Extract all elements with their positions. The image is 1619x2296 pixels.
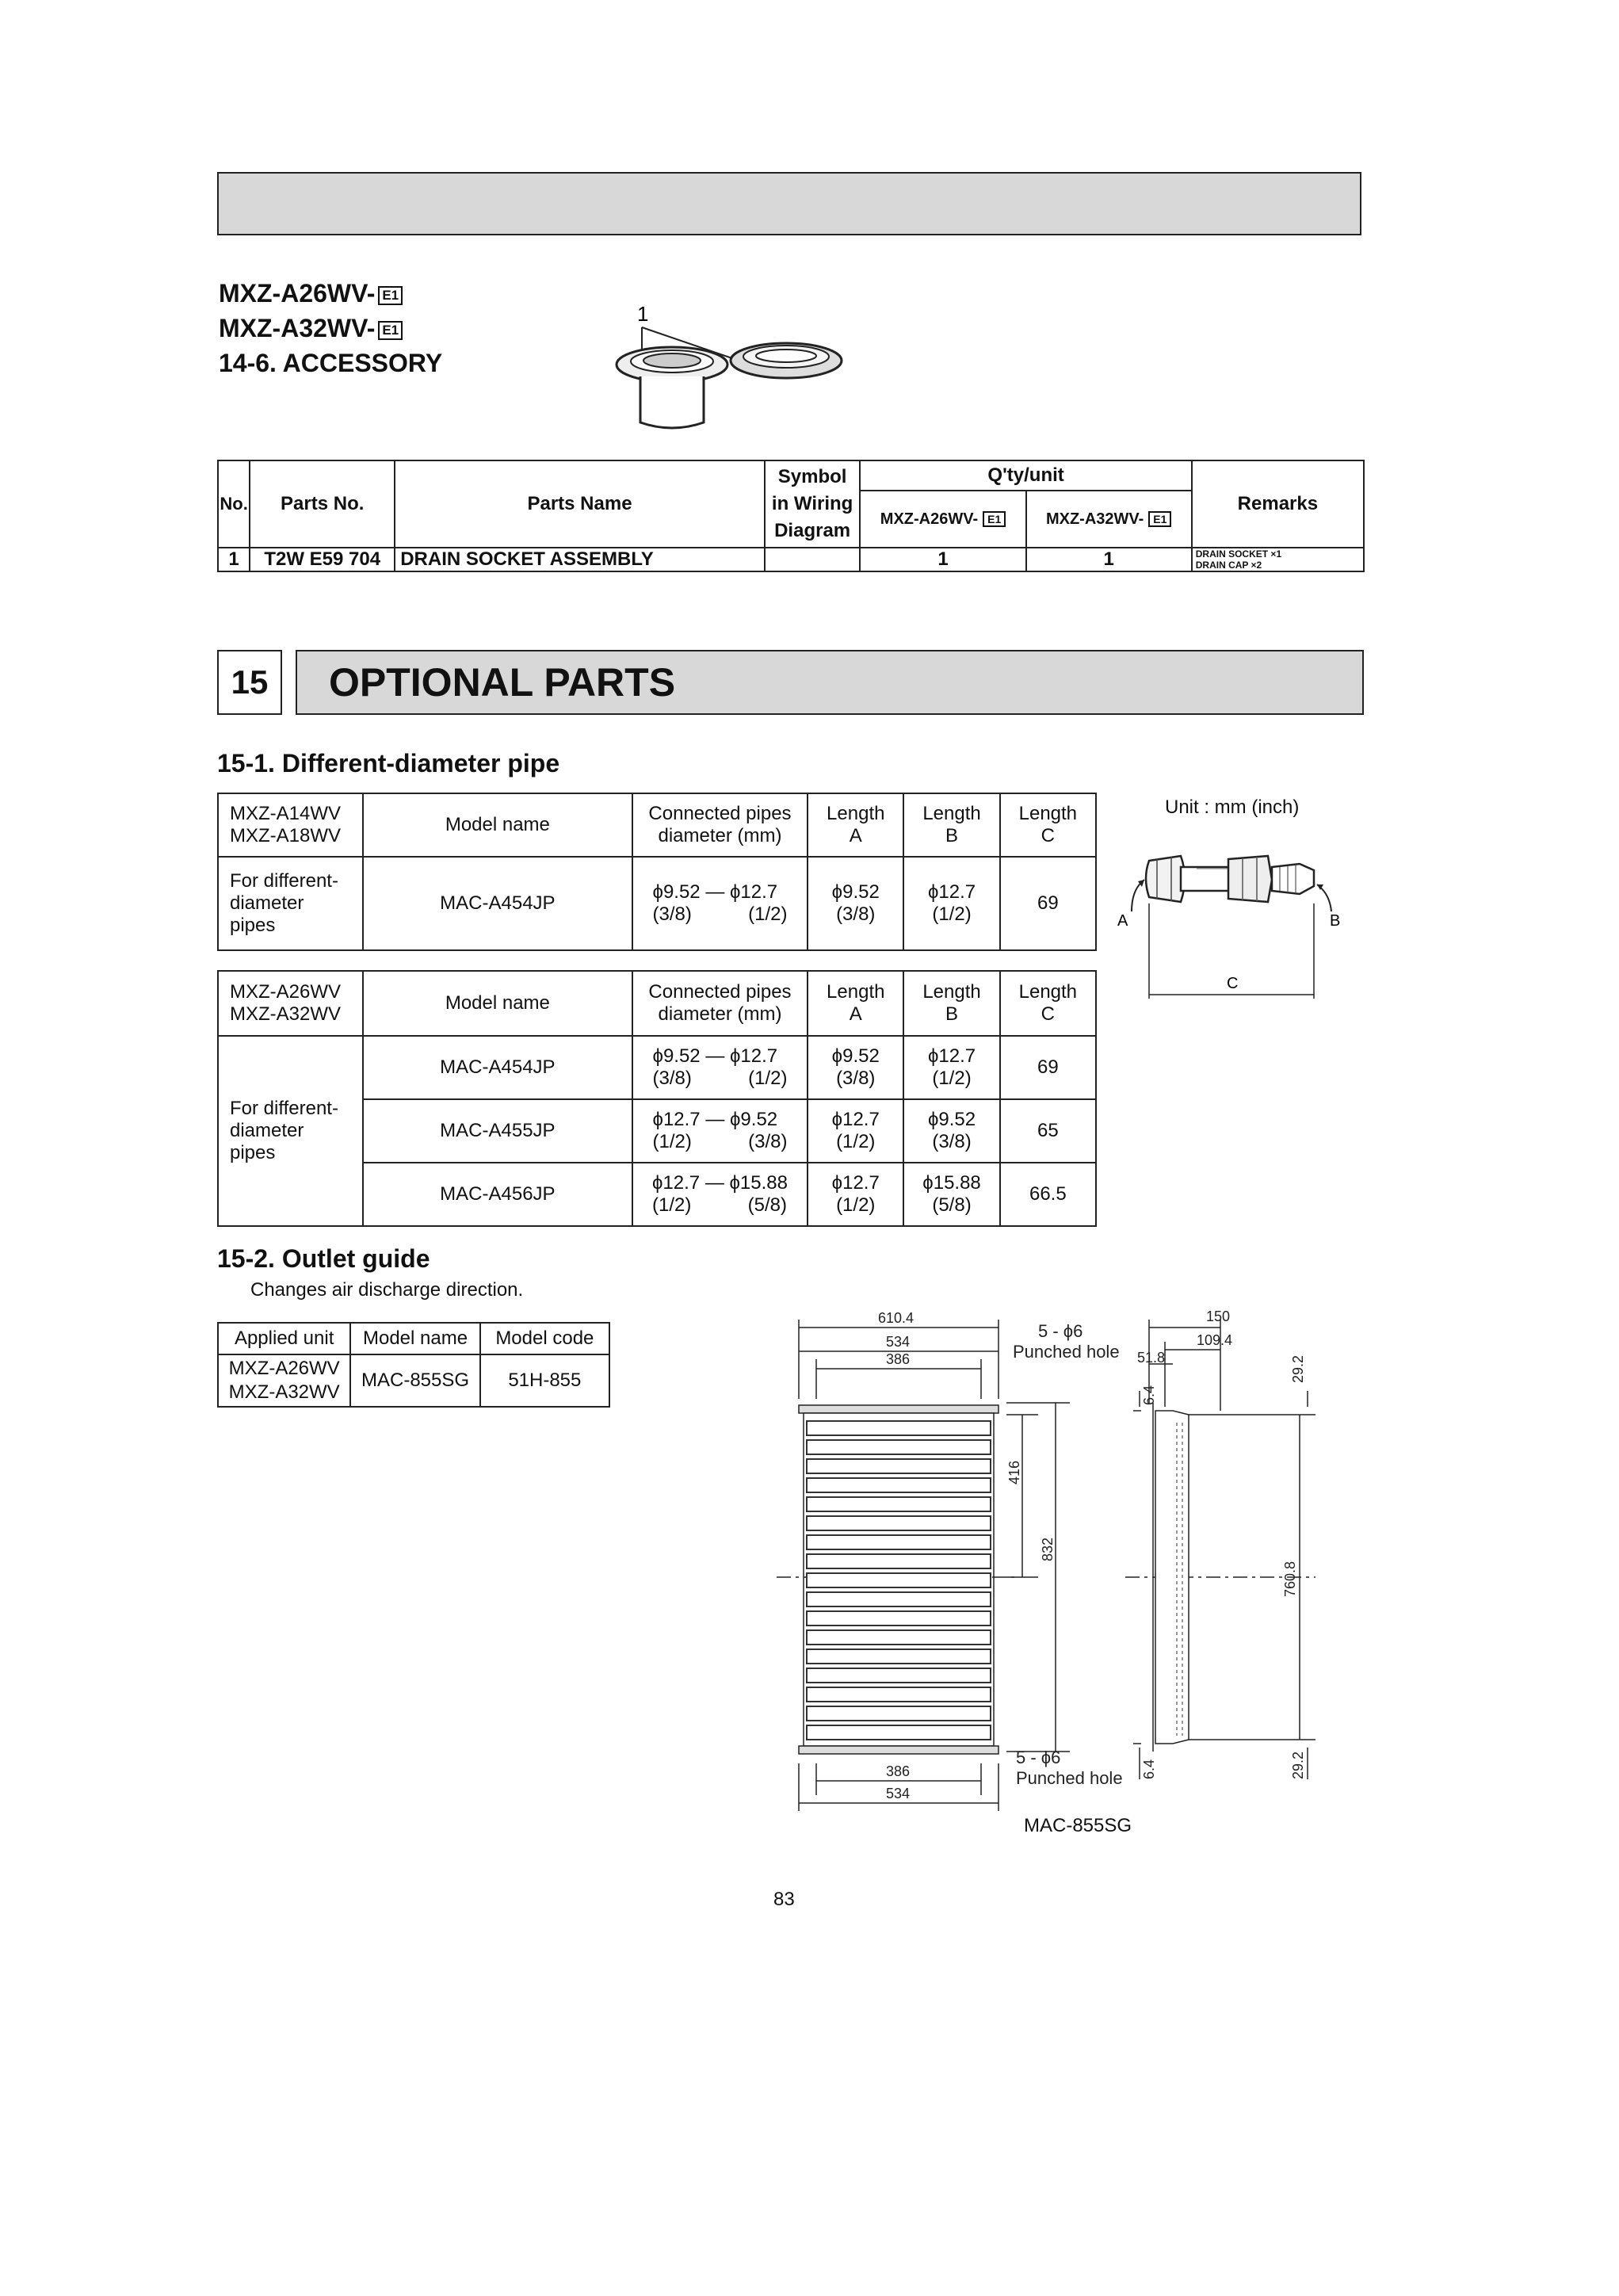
pipe-section-title: 15-1. Different-diameter pipe	[217, 749, 560, 777]
col-symbol	[765, 460, 861, 548]
unit-note: Unit : mm (inch)	[1165, 797, 1300, 818]
remarks-line-1: DRAIN SOCKET ×1	[1195, 548, 1282, 560]
conn-right: (1/2)	[748, 1068, 788, 1089]
conn-top: ϕ12.7 — ϕ15.88	[652, 1172, 788, 1194]
conn-left: (3/8)	[652, 904, 692, 925]
length-label: Length	[827, 981, 885, 1003]
length-b-value	[903, 1163, 999, 1226]
length-b-value	[903, 1099, 999, 1163]
row-label-1: For different-	[230, 870, 338, 892]
length-label: Length	[827, 803, 885, 824]
col-length-a	[808, 793, 903, 857]
col-qty: Q'ty/unit	[860, 460, 1191, 491]
a-bot: (1/2)	[836, 1131, 876, 1152]
symbol-line-3: Diagram	[774, 520, 851, 541]
a-bot: (1/2)	[836, 1194, 876, 1216]
dim-29-2-top: 29.2	[1290, 1354, 1306, 1383]
length-b: B	[945, 825, 959, 846]
models-cell	[218, 793, 363, 857]
model-name: MAC-855SG	[350, 1354, 479, 1407]
a-bot: (3/8)	[836, 904, 876, 925]
hole-text-top: Punched hole	[1013, 1342, 1120, 1362]
outlet-guide-drawing	[777, 1304, 1347, 1811]
symbol-line-2: in Wiring	[771, 493, 853, 514]
conn-right: (3/8)	[748, 1131, 788, 1152]
section-title: OPTIONAL PARTS	[296, 650, 1364, 715]
table-row	[218, 1036, 1096, 1099]
col-connected	[632, 793, 808, 857]
model-heading	[219, 276, 442, 380]
col-parts-name: Parts Name	[395, 460, 765, 548]
page-number: 83	[773, 1889, 795, 1910]
model-name: MAC-A456JP	[363, 1163, 632, 1226]
col-length-b	[903, 971, 999, 1036]
a-top: ϕ9.52	[831, 881, 880, 903]
e1-badge: E1	[983, 511, 1006, 527]
dim-6-4-top: 6.4	[1141, 1385, 1157, 1405]
b-bot: (5/8)	[932, 1194, 972, 1216]
col-length-c	[1000, 793, 1096, 857]
header-bar	[217, 172, 1361, 235]
e1-badge: E1	[378, 321, 403, 340]
col-length-a	[808, 971, 903, 1036]
length-c-value: 69	[1000, 857, 1096, 950]
model-name: MAC-A454JP	[363, 1036, 632, 1099]
row-label-2: diameter	[230, 1120, 304, 1141]
length-label: Length	[922, 803, 981, 824]
col-remarks: Remarks	[1192, 460, 1364, 548]
length-a-value	[808, 1036, 903, 1099]
model-1: MXZ-A26WV	[230, 981, 342, 1003]
row-label-1: For different-	[230, 1098, 338, 1119]
row-qty-a: 1	[860, 548, 1025, 571]
col-model-b	[1026, 491, 1192, 548]
models-cell	[218, 971, 363, 1036]
e1-badge: E1	[1148, 511, 1171, 527]
dim-416: 416	[1006, 1460, 1022, 1484]
connected-line-1: Connected pipes	[648, 803, 792, 824]
model-a-label: MXZ-A26WV-	[880, 510, 979, 528]
hole-label-top: 5 - ϕ6	[1038, 1321, 1083, 1341]
pipe-table-2	[217, 970, 1097, 1227]
dim-760-8: 760.8	[1282, 1561, 1298, 1597]
label-c: C	[1227, 975, 1239, 992]
connected-diameter	[632, 1036, 808, 1099]
row-parts-name: DRAIN SOCKET ASSEMBLY	[395, 548, 765, 571]
length-c-value: 66.5	[1000, 1163, 1096, 1226]
drain-socket-illustration	[602, 297, 856, 440]
b-bot: (3/8)	[932, 1131, 972, 1152]
length-a-value	[808, 857, 903, 950]
connected-line-2: diameter (mm)	[658, 1003, 782, 1025]
outlet-section-title: 15-2. Outlet guide	[217, 1244, 430, 1273]
row-remarks	[1192, 548, 1364, 571]
b-bot: (1/2)	[932, 904, 972, 925]
b-bot: (1/2)	[932, 1068, 972, 1089]
row-label-3: pipes	[230, 1142, 276, 1163]
col-no: No.	[218, 460, 250, 548]
col-connected	[632, 971, 808, 1036]
col-length-c	[1000, 971, 1096, 1036]
dim-386-top: 386	[886, 1351, 911, 1367]
conn-top: ϕ12.7 — ϕ9.52	[652, 1109, 778, 1130]
dim-610: 610.4	[878, 1310, 915, 1326]
row-no: 1	[218, 548, 250, 571]
dim-832: 832	[1040, 1537, 1056, 1561]
model-1: MXZ-A14WV	[230, 803, 342, 824]
col-length-b	[903, 793, 999, 857]
model-line-2: MXZ-A32WV-	[219, 314, 376, 342]
symbol-line-1: Symbol	[777, 466, 847, 487]
b-top: ϕ15.88	[922, 1172, 981, 1194]
row-label-2: diameter	[230, 892, 304, 914]
applied-1: MXZ-A26WV	[228, 1358, 340, 1379]
dim-534-bottom: 534	[886, 1786, 911, 1801]
label-b: B	[1330, 912, 1341, 930]
b-top: ϕ12.7	[927, 1045, 976, 1067]
length-label: Length	[1018, 803, 1078, 824]
conn-right: (1/2)	[748, 904, 788, 925]
drawing-caption: MAC-855SG	[1024, 1815, 1132, 1836]
model-line-1: MXZ-A26WV-	[219, 279, 376, 308]
table-row	[218, 1354, 609, 1407]
conn-left: (1/2)	[652, 1131, 692, 1152]
row-label	[218, 857, 363, 950]
dim-6-4-bottom: 6.4	[1141, 1759, 1157, 1779]
length-b-value	[903, 1036, 999, 1099]
model-name: MAC-A455JP	[363, 1099, 632, 1163]
remarks-line-2: DRAIN CAP ×2	[1195, 560, 1262, 571]
dim-109: 109.4	[1197, 1332, 1233, 1348]
col-parts-no: Parts No.	[250, 460, 395, 548]
conn-left: (3/8)	[652, 1068, 692, 1089]
length-c: C	[1041, 825, 1055, 846]
length-a-value	[808, 1099, 903, 1163]
row-symbol	[765, 548, 861, 571]
col-model-a	[860, 491, 1025, 548]
applied-2: MXZ-A32WV	[228, 1381, 340, 1403]
outlet-table	[217, 1322, 610, 1408]
dim-534-top: 534	[886, 1334, 911, 1350]
accessory-table	[217, 460, 1365, 572]
model-b-label: MXZ-A32WV-	[1045, 510, 1144, 528]
length-a-value	[808, 1163, 903, 1226]
length-label: Length	[1018, 981, 1078, 1003]
a-top: ϕ12.7	[831, 1172, 880, 1194]
connected-diameter	[632, 1163, 808, 1226]
outlet-description: Changes air discharge direction.	[250, 1279, 524, 1301]
table-row	[218, 857, 1096, 950]
a-top: ϕ12.7	[831, 1109, 880, 1130]
length-a: A	[849, 1003, 862, 1025]
b-top: ϕ12.7	[927, 881, 976, 903]
dim-386-bottom: 386	[886, 1763, 911, 1779]
model-name: MAC-A454JP	[363, 857, 632, 950]
dim-29-2-bottom: 29.2	[1290, 1751, 1306, 1779]
model-2: MXZ-A32WV	[230, 1003, 342, 1025]
callout-number: 1	[637, 302, 649, 326]
label-a: A	[1117, 912, 1128, 930]
length-c-value: 65	[1000, 1099, 1096, 1163]
section-number: 15	[217, 650, 282, 715]
row-label-3: pipes	[230, 915, 276, 936]
length-label: Length	[922, 981, 981, 1003]
col-model-name: Model name	[363, 971, 632, 1036]
model-code: 51H-855	[480, 1354, 609, 1407]
model-2: MXZ-A18WV	[230, 825, 342, 846]
col-applied-unit: Applied unit	[218, 1323, 350, 1354]
conn-top: ϕ9.52 — ϕ12.7	[652, 1045, 778, 1067]
hole-text-bottom: Punched hole	[1016, 1768, 1123, 1788]
dim-51: 51.8	[1137, 1350, 1166, 1366]
e1-badge: E1	[378, 286, 403, 305]
table-row	[218, 548, 1364, 571]
a-top: ϕ9.52	[831, 1045, 880, 1067]
row-parts-no: T2W E59 704	[250, 548, 395, 571]
row-qty-b: 1	[1026, 548, 1192, 571]
hole-label-bottom: 5 - ϕ6	[1016, 1748, 1061, 1767]
conn-left: (1/2)	[652, 1194, 692, 1216]
applied-unit	[218, 1354, 350, 1407]
length-a: A	[849, 825, 862, 846]
length-b-value	[903, 857, 999, 950]
col-model-name: Model name	[350, 1323, 479, 1354]
conn-top: ϕ9.52 — ϕ12.7	[652, 881, 778, 903]
col-model-code: Model code	[480, 1323, 609, 1354]
accessory-title: 14-6. ACCESSORY	[219, 349, 443, 377]
connected-diameter	[632, 857, 808, 950]
dim-150: 150	[1206, 1308, 1231, 1324]
a-bot: (3/8)	[836, 1068, 876, 1089]
conn-right: (5/8)	[747, 1194, 787, 1216]
length-b: B	[945, 1003, 959, 1025]
length-c: C	[1041, 1003, 1055, 1025]
pipe-fitting-illustration	[1109, 832, 1363, 1007]
length-c-value: 69	[1000, 1036, 1096, 1099]
col-model-name: Model name	[363, 793, 632, 857]
pipe-table-1	[217, 793, 1097, 951]
connected-diameter	[632, 1099, 808, 1163]
connected-line-1: Connected pipes	[648, 981, 792, 1003]
row-label	[218, 1036, 363, 1226]
connected-line-2: diameter (mm)	[658, 825, 782, 846]
b-top: ϕ9.52	[927, 1109, 976, 1130]
